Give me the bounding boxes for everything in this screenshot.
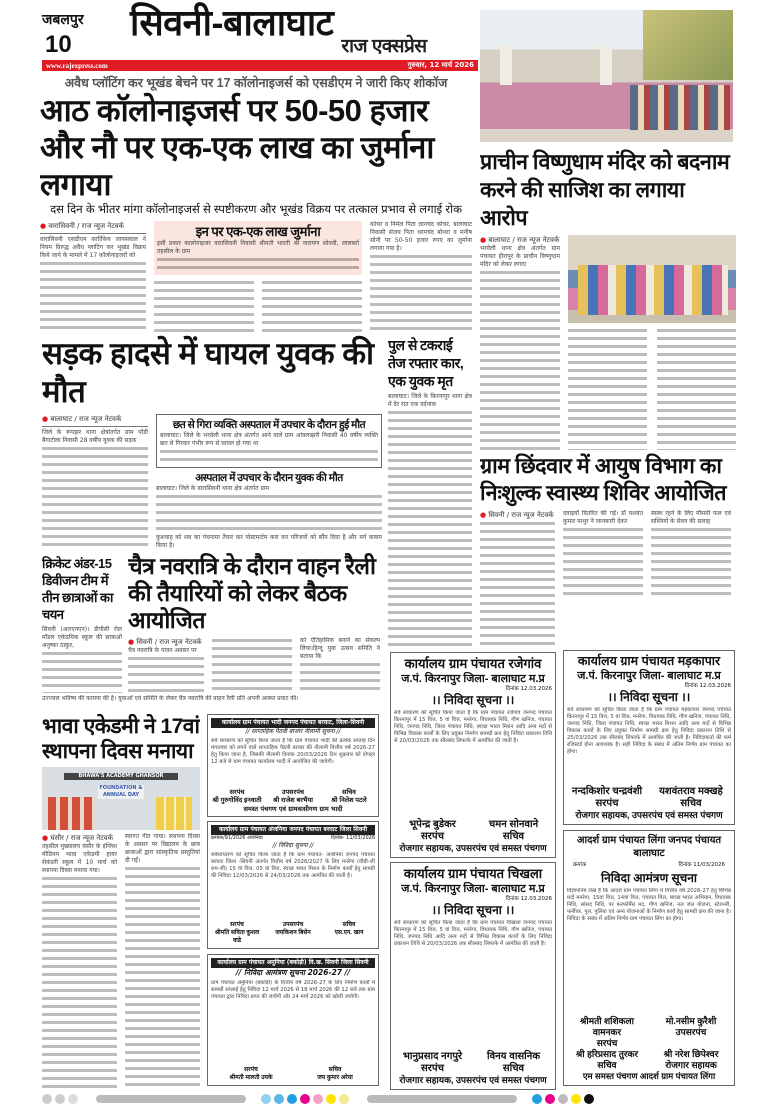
lead-subtitle: दस दिन के भीतर मांगा कॉलोनाइजर्स से स्पष्टीकरण और भूखंड विक्रय पर तत्काल प्रभाव से लगाई रोक bbox=[50, 204, 462, 216]
signatory-name: भानुप्रसाद नगपुरे bbox=[402, 1051, 463, 1062]
lead-kicker: अवैध प्लॉटिंग कर भूखंड बेचने पर 17 कॉलोनाइजर्स को एसडीएम ने जारी किए शोकॉज bbox=[64, 76, 448, 90]
notice-title: कार्यालय ग्राम पंचायत चिखला bbox=[403, 866, 543, 881]
temple-body-col1: भरवेली थाना क्षेत्र अंतर्गत ग्राम पंचायत हीरापुर के प्राचीन विष्णुधाम मंदिर को लेकर लगाए bbox=[480, 245, 560, 268]
signatory-role: सचिव bbox=[597, 1060, 617, 1070]
print-color-bar bbox=[42, 1093, 742, 1105]
notice-subtitle: ज.पं. किरनापुर जिला- बालाघाट म.प्र bbox=[401, 883, 545, 895]
notice-linga bbox=[563, 830, 735, 1086]
page-number: 10 bbox=[45, 31, 72, 58]
signatory-name: श्रीमति सविता कुशल वाडे bbox=[214, 930, 260, 944]
signatory-name: श्री नरेश छिपेश्वर bbox=[663, 1049, 719, 1059]
fine-box-title: इन पर एक-एक लाख जुर्माना bbox=[195, 224, 321, 239]
roof-fall-text: बालाघाट। जिले के भरवेली थाना क्षेत्र अंतर्गत आने वाले ग्राम आंवलाझरी निवासी 40 वर्षीय व्यक्ति छत से गिरकर गंभीर रूप से घायल हो गया था bbox=[160, 432, 378, 447]
masthead-row bbox=[130, 0, 478, 59]
accident-body: जिले के रूपझर थाना क्षेत्रांतर्गत ग्राम पोंडी बैगाटोला निवासी 28 वर्षीय युवक की सड़क bbox=[42, 429, 148, 444]
ayush-story bbox=[480, 453, 736, 646]
notice-heading: ।। निविदा सूचना ।। bbox=[607, 690, 691, 704]
signatory-role: सरपंच bbox=[421, 831, 444, 842]
signatory-name: मो.नसीम कुरैशी bbox=[665, 1016, 717, 1026]
hospital-death-title: अस्पताल में उपचार के दौरान युवक की मौत bbox=[195, 472, 343, 484]
navratri-body-col2 bbox=[212, 637, 292, 693]
signatory-role: सरपंच bbox=[230, 922, 244, 928]
notice-subtitle: ज.पं. किरनापुर जिला- बालाघाट म.प्र bbox=[401, 673, 545, 685]
temple-group-photo bbox=[480, 10, 733, 142]
notice-heading: ।। निविदा सूचना ।। bbox=[431, 903, 515, 917]
lead-body-col3: कोचर व निर्मल पिता ज्ञानचंद कोचर, बालाघाट निवासी संजय पिता धरमचंद बोथरा व मनीष सोनी पर 50-50 हजार रुपए का जुर्माना लगाया गया है। bbox=[370, 221, 472, 252]
signatory-name: यशवंतराव मक्खहे bbox=[659, 786, 723, 797]
academy-headline: भावा एकेडमी ने 17वां स्थापना दिवस मनाया bbox=[42, 715, 200, 763]
signatory-name: श्री हरिप्रसाद तुरकर bbox=[575, 1049, 639, 1059]
academy-body-col2: स्वागत गीत गाया। स्थापना दिवस के अवसर पर विद्यालय के छात्र छात्राओं द्वारा सांस्कृतिक प्रस्तुतियां दी गईं। bbox=[125, 833, 200, 864]
ayush-body-col1 bbox=[480, 520, 555, 646]
signatory-name: श्री निलेश पटले bbox=[331, 797, 367, 804]
signatory-role: सचिव bbox=[342, 789, 356, 796]
signatory-name: श्री राजेश बरभैया bbox=[273, 797, 313, 804]
academy-banner: BHAWA'S ACADEMY GHANSOR bbox=[64, 773, 178, 780]
signatory-role: सरपंच bbox=[229, 789, 245, 796]
notice-rajegaon bbox=[390, 652, 556, 858]
signatory-role: उपसरपंच bbox=[282, 922, 304, 928]
notice-title: आदर्श ग्राम पंचायत लिंगा जनपद पंचायत बालाघाट bbox=[576, 835, 722, 859]
navratri-headline: चैत्र नवरात्रि के दौरान वाहन रैली की तैयारियों को लेकर बैठक आयोजित bbox=[128, 553, 376, 633]
lead-body-col1: वारासिवनी एसडीएम कार्तिकेय जायसवाल ने नियम विरुद्ध अवैध प्लाटिंग कर भूखंड विक्रय किये जाने के मामले में 17 कॉलोनाइजरों को bbox=[40, 236, 146, 259]
signatory-role: सचिव bbox=[502, 831, 525, 842]
academy-story bbox=[42, 714, 200, 1090]
signatory-role: उपसरपंच bbox=[675, 1027, 707, 1037]
signatory-role: सचिव bbox=[328, 1067, 342, 1073]
signatory-name: जय कुमार अरेया bbox=[317, 1075, 353, 1081]
bridge-headline: पुल से टकराई तेज रफ्तार कार, एक युवक मृत bbox=[388, 337, 464, 389]
notice-text: ग्राम पंचायत अमुनिया (बकोड़ी) के वित्तीय वर्ष 2026-27 के लिए निर्माण कार्यों में सामग्री सप्लाई हेतु निविदा 12 मार्च 2026 से 18 मार्च 2026 की 12 बजे तक ग्राम पंचायत द्वारा निविदा प्राप्त की जावेगी और 24 मार्च 2026 को खोली जावेगी। bbox=[211, 980, 375, 1000]
notice-footer: समस्त पंचगण एवं ग्रामवासीगण ग्राम भादी bbox=[243, 805, 343, 813]
roof-fall-title: छत से गिरा व्यक्ति अस्पताल में उपचार के दौरान हुई मौत bbox=[172, 419, 366, 431]
lead-body-col2b bbox=[262, 279, 362, 332]
bridge-body: बालाघाट। जिले के किरनापुर थाना क्षेत्र में देर रात एक दर्दनाक bbox=[388, 393, 472, 408]
notice-heading: // निविदा सूचना // bbox=[272, 842, 314, 849]
academy-body-col1: तहसील मुख्यालय घंसौर के इंग्लिश मीडियम भावा एकेडमी हायर सेकंडरी स्कूल में 10 मार्च को स्थापना दिवस मनाया गया। bbox=[42, 843, 117, 874]
navratri-footer-line: उज्ज्वल भविष्य की कामना की है। युवाओं एवं समिति के लेकर चैत्र नवरात्रि की वाहन रैली प्रति अपनी आस्था प्रकट की। bbox=[42, 695, 299, 702]
lead-headline: आठ कॉलोनाइजर्स पर 50-50 हजार और नौ पर एक-एक लाख का जुर्माना लगाया bbox=[40, 93, 434, 202]
hospital-death-end: कुशवाह को शव का पंचनामा तैयार कर पोस्टमार्टम करा कर परिजनों को सौंप दिया है और मर्ग कायम किया है। bbox=[156, 534, 382, 549]
notice-text: सर्वसाधारण को सूचित किया जाता है कि ग्राम पंचायत- अंजनिया जनपद पंचायत बरघाट जिला -सिवनी अंतर्गत वित्तीय वर्ष 2026/2027 के लिए मनरेगा (वीबी-जी राम-जी) 15 वां वित्त, 05 वां वित्त, स्वच्छ भारत मिशन के निर्माण कार्यों हेतु सामग्री की निविदा 12/03/2026 से 24/03/2026 तक आमंत्रित की जाती है। bbox=[211, 852, 375, 879]
notice-heading: // साप्ताहिक पैठवी बाजार नीलामी सूचना // bbox=[245, 728, 341, 735]
lead-byline: ● वारासिवनी / राज न्यूज नेटवर्क bbox=[40, 221, 146, 231]
notice-chikhla bbox=[390, 862, 556, 1090]
cricket-body: सिवनी (आरएनएन)। डीपीसी रोल मॉडल एकेडमिक स्कूल की छात्राओं अनुष्का ठाकुर, bbox=[42, 626, 122, 649]
notice-title: कार्यालय ग्राम पंचायत भादी जनपद पंचायत बरघाट, जिला-सिवनी bbox=[211, 718, 375, 728]
academy-stage-photo bbox=[42, 767, 200, 830]
signatory-name: श्री गुरुगोविंद इनवाती bbox=[212, 797, 262, 804]
notice-madkapar bbox=[563, 650, 735, 825]
notice-title: कार्यालय ग्राम पंचायत अमुनिया (बकोड़ी) वि.ख. सिवनी जिला सिवनी bbox=[211, 958, 375, 968]
lead-body-col2a bbox=[154, 279, 254, 332]
signatory-role: सचिव bbox=[680, 798, 702, 809]
notice-footer: रोजगार सहायक, उपसरपंच एवं समस्त पंचगण bbox=[399, 1075, 547, 1085]
notice-amuniya bbox=[207, 954, 379, 1086]
signatory-role: सचिव bbox=[342, 922, 356, 928]
notice-subtitle: ज.पं. किरनापुर जिला- बालाघाट म.प्र bbox=[577, 670, 721, 682]
cricket-headline: क्रिकेट अंडर-15 डिवीजन टीम में तीन छात्राओं का चयन bbox=[42, 556, 113, 622]
notice-text: सर्व साधारण को सूचित किया जाता है कि ग्राम पंचायत चिखला जनपद पंचायत किरनापुर में 15 वित्त, 5 वां वित्त, मनरेगा, विधायक निधि, गौण खनिज, पंचायत निधि, जनपद निधि आदि अन्य मदों से विभिन्न विकास कार्यों के लिए निविदा प्रकाशन तिथि से 20/03/2026 तक सीलबंद लिफाफे में आमंत्रित की जाती है। bbox=[394, 920, 552, 947]
hospital-death-text: बालाघाट। जिले के वारासिवनी थाना क्षेत्र अंतर्गत ग्राम bbox=[156, 485, 269, 492]
accident-byline: ● बालाघाट / राज न्यूज नेटवर्क bbox=[42, 414, 148, 424]
signatory-role: रोजगार सहायक bbox=[665, 1060, 717, 1070]
bridge-story bbox=[388, 336, 472, 646]
notice-text: विज्ञापनिय लेख है कि आदर्श ग्राम पंचायत लिंगा में वित्तीय वर्ष 2026-27 हेतु विभिन्न मदों मनरेगा, 15वां वित्त, 14वां वित्त, पंचायत वित्त, स्वच्छ भारत अभियान, विधायक निधि, सांसद निधि, पर फरफोर्मेंस मद, गौण खनिज, नल जल योजना, स्टेशनरी, फर्नीचर, पुल, पुलिया एवं अन्य योजनाओं के निर्माण कार्य हेतु सामग्री क्रय की जाना है। निविदा के संबंध में अंतिम निर्णय ग्राम पंचायत लिंगा का होगा। bbox=[567, 888, 731, 922]
notice-anjaniya bbox=[207, 821, 379, 949]
notice-heading: ।। निविदा सूचना ।। bbox=[431, 693, 515, 707]
notice-date: दिनांक- 11/03/2026 bbox=[330, 835, 375, 841]
notice-heading: निविदा आमंत्रण सूचना bbox=[601, 871, 697, 885]
notice-heading: // निविदा आमंत्रण सूचना 2026-27 // bbox=[235, 968, 351, 977]
signatory-name: भूपेन्द्र बुडेकर bbox=[409, 819, 456, 830]
signatory-name: श्रीमती शशिकला वामनकर bbox=[580, 1016, 634, 1037]
notice-footer: एम समस्त पंचगण आदर्श ग्राम पंचायत लिंगा bbox=[582, 1071, 716, 1081]
paper-name: राज एक्सप्रेस bbox=[341, 36, 427, 57]
ayush-byline: ● सिवनी / राज न्यूज नेटवर्क bbox=[480, 510, 555, 520]
academy-byline: ● घंसौर / राज न्यूज नेटवर्क bbox=[42, 833, 117, 843]
section-title: सिवनी-बालाघाट bbox=[130, 2, 334, 43]
notice-ref: क्रमांक/91/2026 अंजनिया bbox=[211, 835, 263, 841]
notice-title: कार्यालय ग्राम पंचायत मड़कापार bbox=[577, 654, 721, 668]
temple-story bbox=[480, 148, 736, 450]
roof-fall-box bbox=[156, 414, 382, 468]
signatory-role: सरपंच bbox=[421, 1063, 444, 1074]
notice-title: कार्यालय ग्राम पंचायत रजेगांव bbox=[404, 656, 542, 671]
website-link[interactable]: www.rajexpress.com bbox=[46, 61, 108, 70]
temple-body-col3 bbox=[657, 327, 736, 450]
temple-villagers-photo bbox=[568, 235, 736, 323]
signatory-role: सरपंच bbox=[244, 1067, 258, 1073]
academy-board: FOUNDATION & ANNUAL DAY bbox=[99, 785, 143, 798]
notice-bhadi bbox=[207, 714, 379, 817]
signatory-name: नन्दकिशोर चन्द्रवंशी bbox=[571, 786, 643, 797]
temple-headline: प्राचीन विष्णुधाम मंदिर को बदनाम करने की साजिश का लगाया आरोप bbox=[480, 150, 730, 230]
notice-text: सर्व साधारण को सूचित किया जाता है कि ग्राम पंचायत मड़कापार जनपद पंचायत किरनापुर में 15 वित्त, 5 वां वित्त, मनरेगा, विधायक निधि, गौण खनिज, पंचायत निधि, जनपद निधि, जिला पंचायत निधि, स्वच्छ भारत मिशन आदि अन्य मदों से विभिन्न विकास कार्यों के लिए प्रयुक्त निर्माण सामग्री क्रय हेतु निविदा प्रकाशन तिथि से 25/03/2026 तक सीलबंद लिफाफे में आमंत्रित की जाती है। निविदाकर्ता की फर्म रजिस्टर्ड होना आवश्यक है। सही निविदा के संबंध में अंतिम निर्णय ग्राम पंचायत का होगा। bbox=[567, 707, 731, 755]
notice-text: सर्व साधारण को सूचित किया जाता है कि ग्राम पंचायत भादी की प्रत्येक सप्ताह दिन मंगलवार को लगने वाले साप्ताहिक पैठवी बाजार की नीलामी वित्तीय वर्ष 2026-27 हेतु किया जाना है, जिसकी नीलामी दिनांक 20/03/2026 दिन शुक्रवार को दोपहर 12 बजे से ग्राम पंचायत कार्यालय भादी में आयोजित की जावेगी। bbox=[211, 738, 375, 765]
notice-footer: रोजगार सहायक, उपसरपंच एवं समस्त पंचगण bbox=[399, 843, 547, 853]
navratri-body-col3: को ऐतिहासिक बनाने का संकल्प लिया।हिन्दू युवा उत्सव समिति ने बताया कि bbox=[300, 637, 380, 660]
notice-date: दिनांक 12.03.2026 bbox=[505, 686, 552, 692]
fine-box bbox=[154, 221, 362, 275]
signatory-role: सरपंच bbox=[596, 1038, 618, 1048]
signatory-name: जयकिशन बिसेन bbox=[275, 930, 311, 936]
signatory-name: श्रीमती मालती उयके bbox=[229, 1075, 273, 1081]
ayush-headline: ग्राम छिंदवार में आयुष विभाग का निःशुल्क स्वास्थ्य शिविर आयोजित bbox=[480, 454, 726, 505]
notice-title: कार्यालय ग्राम पंचायत अंजनिया जनपद पंचायत बरघाट जिला सिवनी bbox=[211, 825, 375, 835]
accident-headline: सड़क हादसे में घायल युवक की मौत bbox=[42, 336, 374, 409]
navratri-story bbox=[128, 553, 380, 693]
cricket-story bbox=[42, 555, 122, 693]
signatory-name: चमन सोनवाने bbox=[488, 819, 539, 830]
notice-text: सर्व साधारण को सूचित किया जाता है कि ग्राम पंचायत रजेगांव जनपद पंचायत किरनापुर में 15 वित्त, 5 वां वित्त, मनरेगा, विधायक निधि, गौण खनिज, पंचायत निधि, जनपद निधि, जिला पंचायत निधि, स्वच्छ भारत मिशन आदि अन्य मदों से विभिन्न विकास कार्यों के लिए प्रयुक्त निर्माण सामग्री क्रय हेतु निविदा प्रकाशन तिथि से 20/03/2026 तक सीलबंद लिफाफे में आमंत्रित की जाती है। bbox=[394, 710, 552, 744]
temple-byline: ● बालाघाट / राज न्यूज नेटवर्क bbox=[480, 235, 560, 245]
signatory-role: उपसरपंच bbox=[281, 789, 305, 796]
notice-ref: क्रमांक bbox=[573, 862, 587, 868]
header-red-bar bbox=[42, 60, 478, 71]
issue-date: गुरुवार, 12 मार्च 2026 bbox=[407, 61, 474, 69]
page-city: जबलपुर bbox=[42, 11, 84, 27]
signatory-role: सचिव bbox=[502, 1063, 525, 1074]
notice-date: दिनांक 12.03.2026 bbox=[684, 683, 731, 689]
navratri-byline: ● सिवनी / राज न्यूज नेटवर्क bbox=[128, 637, 204, 647]
notice-date: दिनांक 11/03/2026 bbox=[678, 862, 725, 868]
signatory-name: एस.एन. खान bbox=[334, 930, 364, 936]
signatory-name: विनय वासनिक bbox=[486, 1051, 540, 1062]
navratri-body-col1: चैत्र नवरात्रि के पावन अवसर पर bbox=[128, 647, 197, 654]
signatory-role: सरपंच bbox=[595, 798, 619, 809]
notice-footer: रोजगार सहायक, उपसरपंच एवं समस्त पंचगण bbox=[575, 810, 723, 820]
fine-box-text: इसी प्रकार कालोनाइजर वारासिवनी निवासी श्रीमती भारती श्री नारायण सोनवी, लालबर्रा तहसील के ग्राम bbox=[157, 240, 359, 255]
temple-body-col2 bbox=[568, 327, 647, 450]
notice-date: दिनांक 12.03.2026 bbox=[505, 896, 552, 902]
ayush-body-col3: स्वस्थ रहने के लिए मौसमी फल एवं सब्जियों के सेवन की सलाह bbox=[651, 510, 731, 525]
accident-story bbox=[42, 335, 382, 550]
lead-story bbox=[40, 75, 472, 332]
ayush-body-col2: दवाइयाँ वितरित की गईं। डॉ यशवंत कुमार माथुर ने जानकारी देकर bbox=[563, 510, 643, 525]
